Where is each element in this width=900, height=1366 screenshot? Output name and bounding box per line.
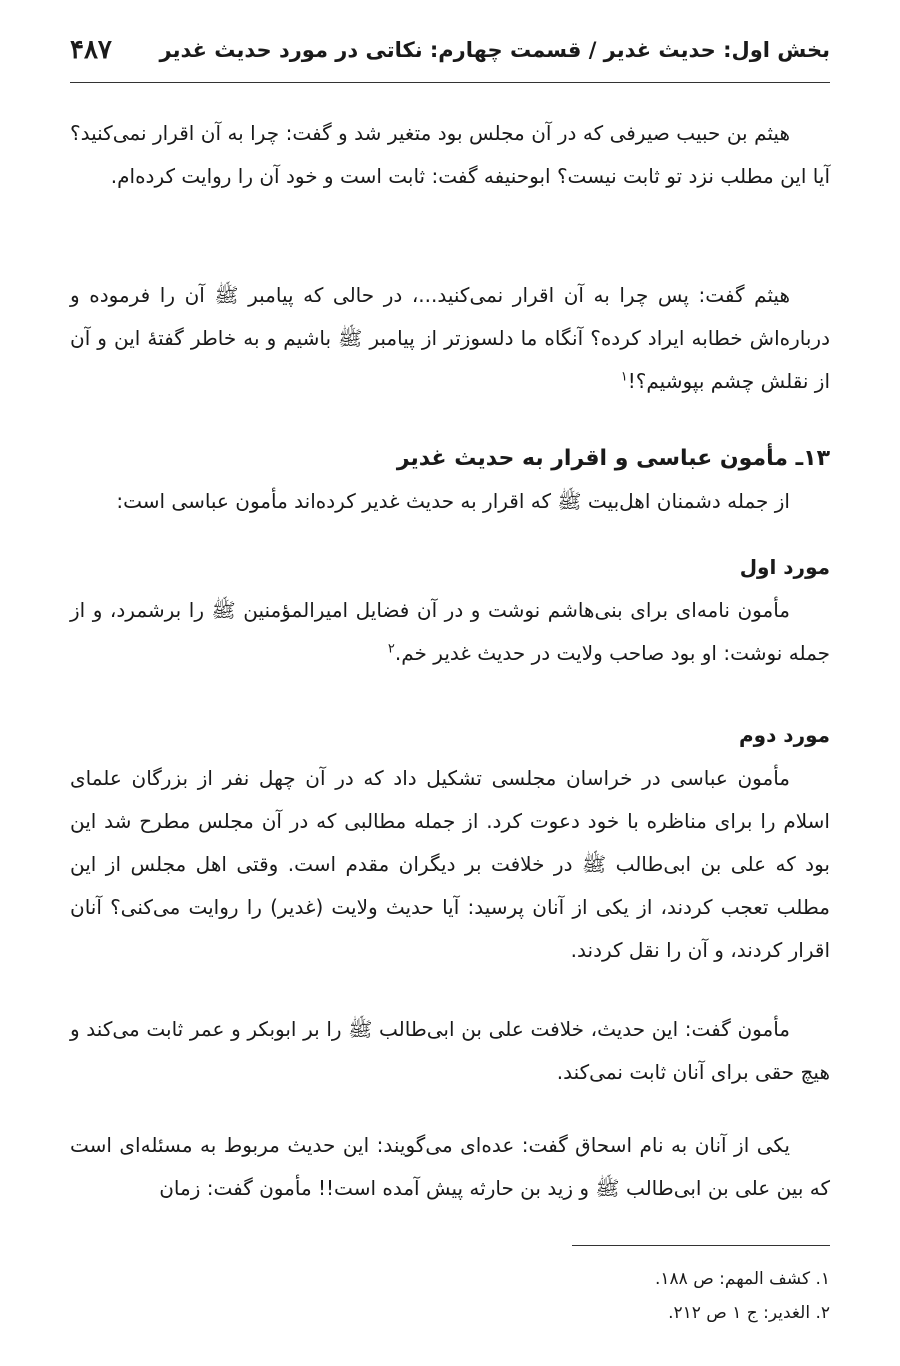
case-2-paragraph-1: مأمون عباسی در خراسان مجلسی تشکیل داد که در آن چهل نفر از بزرگان علمای اسلام را برای مناظره با خود دعوت کرد. از جمله مطالبی که در آن مجلس مطرح شد این بود که علی بن ابی‌طالب ﷺ در خلافت بر دیگران مقدم است. وقتی اهل مجلس از این مطلب تعجب کردند، از یکی از آنان پرسید: آیا حدیث ولایت (غدیر) را روایت می‌کنی؟ آنان اقرار کردند، و آن را نقل کردند.: [70, 766, 830, 962]
footnote-ref-1[interactable]: ۱: [620, 369, 628, 385]
paragraph-haytham-2-block: [70, 274, 830, 403]
footnote-ref-2[interactable]: ۲: [387, 641, 395, 657]
case-2-paragraph-2: مأمون گفت: این حدیث، خلافت علی بن ابی‌طالب ﷺ را بر ابوبکر و عمر ثابت می‌کند و هیچ حقی برای آنان ثابت نمی‌کند.: [70, 1017, 830, 1084]
section-13-intro: از جمله دشمنان اهل‌بیت ﷺ که اقرار به حدیث غدیر کرده‌اند مأمون عباسی است:: [116, 489, 790, 513]
footnote-2: ۲. الغدیر: ج ۱ ص ۲۱۲.: [668, 1303, 830, 1323]
footnotes: [70, 1262, 830, 1330]
case-1-text: [70, 589, 830, 675]
running-header-title: بخش اول: حدیث غدیر / قسمت چهارم: نکاتی در مورد حدیث غدیر: [159, 38, 830, 62]
page-number: ۴۸۷: [70, 35, 112, 65]
case-2-title: مورد دوم: [738, 723, 830, 747]
header-divider: [70, 82, 830, 83]
section-13-title: ۱۳ـ مأمون عباسی و اقرار به حدیث غدیر: [396, 446, 830, 471]
case-2-paragraph-3-block: [70, 1124, 830, 1210]
case-2-paragraph-3: یکی از آنان به نام اسحاق گفت: عده‌ای می‌گویند: این حدیث مربوط به مسئله‌ای است که بین علی بن ابی‌طالب ﷺ و زید بن حارثه پیش آمده است!! مأمون گفت: زمان: [70, 1133, 830, 1200]
case-2: [70, 714, 830, 972]
paragraph-haytham-2: [70, 274, 830, 403]
paragraph-haytham-2-text: هیثم گفت: پس چرا به آن اقرار نمی‌کنید...، در حالی که پیامبر ﷺ آن را فرموده و درباره‌اش خطابه ایراد کرده؟ آنگاه ما دلسوزتر از پیامبر ﷺ باشیم و به خاطر گفتهٔ این و آن از نقلش چشم بپوشیم؟!: [70, 283, 830, 393]
paragraph-haytham-1-block: [70, 112, 830, 198]
section-13: [70, 437, 830, 523]
case-1-text-body: مأمون نامه‌ای برای بنی‌هاشم نوشت و در آن فضایل امیرالمؤمنین ﷺ را برشمرد، و از جمله نوشت: او بود صاحب ولایت در حدیث غدیر خم.: [70, 598, 830, 665]
footnote-divider: [572, 1245, 830, 1246]
case-2-paragraph-2-block: [70, 1008, 830, 1094]
running-header: [70, 30, 830, 70]
case-1: [70, 546, 830, 675]
paragraph-haytham-1: هیثم بن حبیب صیرفی که در آن مجلس بود متغیر شد و گفت: چرا به آن اقرار نمی‌کنید؟ آیا این مطلب نزد تو ثابت نیست؟ ابوحنیفه گفت: ثابت است و خود آن را روایت کرده‌ام.: [70, 121, 830, 188]
footnote-1: ۱. کشف المهم: ص ۱۸۸.: [655, 1269, 830, 1289]
case-1-title: مورد اول: [739, 555, 830, 579]
